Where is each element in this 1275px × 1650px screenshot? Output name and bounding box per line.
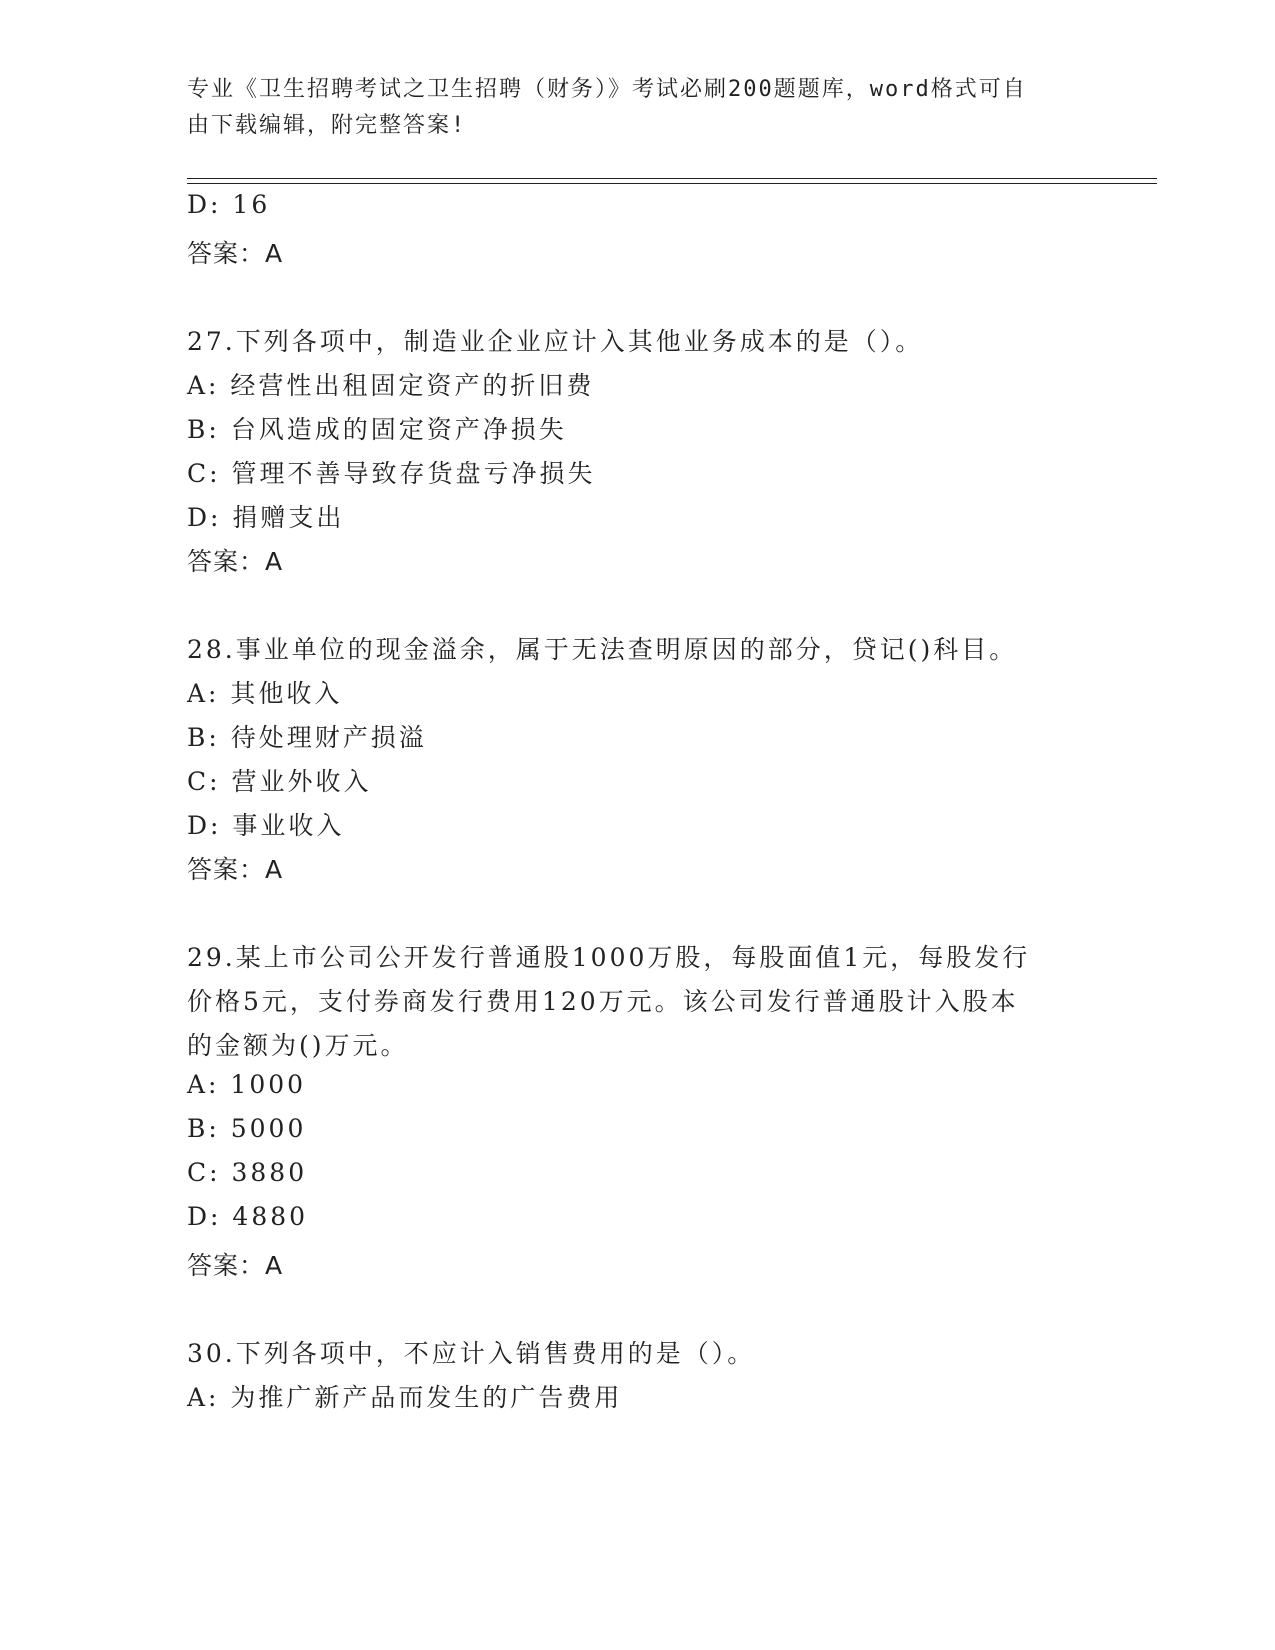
answer-line: 答案：A: [187, 855, 284, 884]
header-divider-top: [187, 178, 1157, 179]
option-line: D: 捐赠支出: [187, 503, 345, 532]
option-line: A: 为推广新产品而发生的广告费用: [187, 1383, 623, 1412]
option-line: C: 营业外收入: [187, 767, 372, 796]
header-line-2: 由下载编辑，附完整答案!: [187, 113, 467, 138]
option-line: D: 16: [187, 190, 271, 219]
question-text: 28.事业单位的现金溢余，属于无法查明原因的部分，贷记()科目。: [187, 635, 1018, 664]
header-line-1: 专业《卫生招聘考试之卫生招聘（财务）》考试必刷200题题库，word格式可自: [187, 77, 1027, 102]
question-text: 27.下列各项中，制造业企业应计入其他业务成本的是（）。: [187, 327, 924, 356]
answer-line: 答案：A: [187, 547, 284, 576]
option-line: A: 其他收入: [187, 679, 343, 708]
option-line: D: 事业收入: [187, 811, 345, 840]
option-line: C: 管理不善导致存货盘亏净损失: [187, 459, 596, 488]
question-text: 29.某上市公司公开发行普通股1000万股，每股面值1元，每股发行: [187, 943, 1031, 972]
header-divider-bottom: [187, 183, 1157, 184]
answer-line: 答案：A: [187, 239, 284, 268]
answer-line: 答案：A: [187, 1251, 284, 1280]
option-line: A: 经营性出租固定资产的折旧费: [187, 371, 595, 400]
option-line: B: 5000: [187, 1114, 307, 1143]
question-text: 30.下列各项中，不应计入销售费用的是（）。: [187, 1339, 756, 1368]
option-line: B: 台风造成的固定资产净损失: [187, 415, 567, 444]
option-line: D: 4880: [187, 1202, 309, 1231]
question-text: 价格5元，支付券商发行费用120万元。该公司发行普通股计入股本: [187, 987, 1019, 1016]
question-text: 的金额为()万元。: [187, 1031, 409, 1060]
document-header: [187, 72, 1067, 144]
option-line: C: 3880: [187, 1158, 308, 1187]
option-line: A: 1000: [187, 1070, 307, 1099]
option-line: B: 待处理财产损溢: [187, 723, 427, 752]
